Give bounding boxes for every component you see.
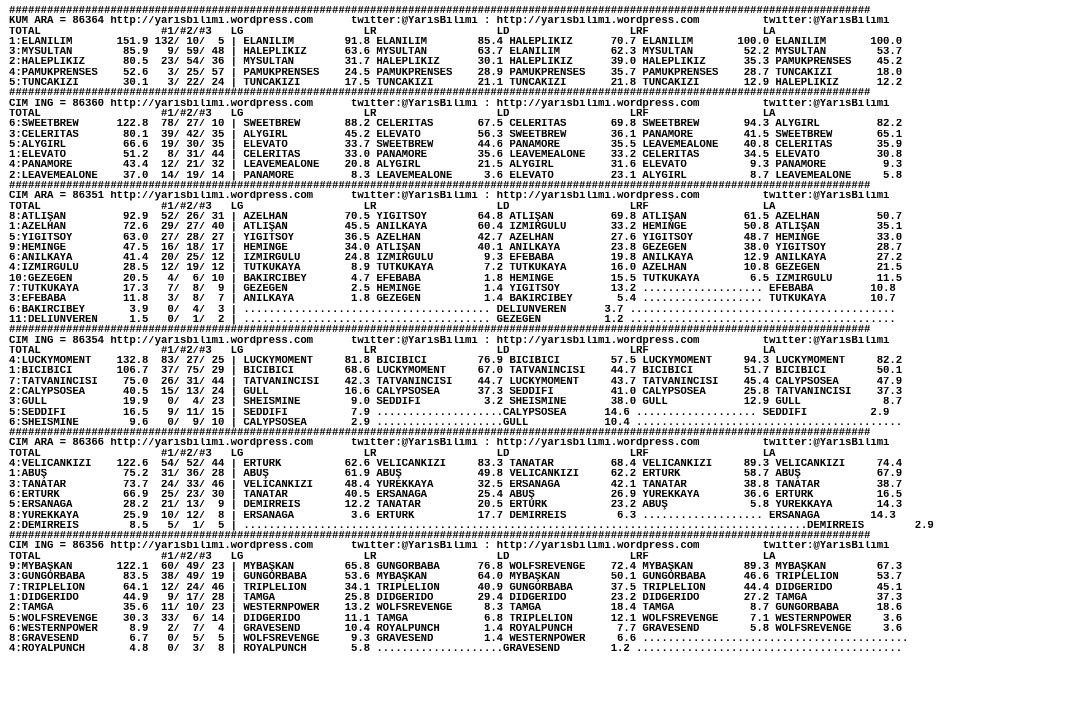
horse-row: 4:PANAMORE 43.4 12/ 21/ 32 | LEAVEMEALONE 20.8 ALYGIRL 21.5 ALYGIRL 31.6 ELEVATO 9.3 PANAMORE 9.3 bbox=[9, 160, 903, 171]
column-header: TOTAL #1/#2/#3 LG LR LD LRF LA bbox=[9, 108, 776, 120]
horse-row: 8:GRAVESEND 6.7 0/ 5/ 5 | WOLFSREVENGE 9.3 GRAVESEND 1.4 WESTERNPOWER 6.6 .......................................... bbox=[9, 634, 909, 645]
separator-rule: ######################################################################################################################################## bbox=[9, 88, 871, 99]
horse-row: 8:YÜREKKAYA 25.9 10/ 12/ 8 | ERSANAĞA 3.6 ERTÜRK 17.7 DEMİRREİS 6.3 ................... ERSANAĞA 14.3 bbox=[9, 510, 896, 521]
horse-row: 6:WESTERNPOWER 8.9 2/ 7/ 4 | GRAVESEND 10.4 ROYALPUNCH 1.4 ROYALPUNCH 7.7 GRAVESEND 5.8 WOLFSREVENGE 3.6 bbox=[9, 623, 903, 635]
horse-row: 1:AZELHAN 72.6 29/ 27/ 40 | ATLIŞAN 45.5 ANILKAYA 60.4 İZMİRGÜLÜ 33.2 HEMİNGE 50.8 ATLIŞAN 35.1 bbox=[9, 222, 903, 233]
horse-row: 6:SWEETBREW 122.8 78/ 27/ 10 | SWEETBREW 88.2 CELERITAS 67.5 CELERITAS 69.8 SWEETBREW 94.3 ALYGIRL 82.2 bbox=[9, 119, 903, 130]
horse-row: 4:PAMUKPRENSES 52.6 3/ 25/ 57 | PAMUKPRENSES 24.5 PAMUKPRENSES 28.9 PAMUKPRENSES 35.7 PAMUKPRENSES 28.7 TUNCAKIZI 18.0 bbox=[9, 67, 903, 79]
horse-row: 7:TATVANİNCİSİ 75.0 26/ 31/ 44 | TATVANİNCİSİ 42.3 TATVANİNCİSİ 44.7 LUCKYMOMENT 43.7 TATVANİNCİSİ 45.4 CALYPSOSEA 47.9 bbox=[9, 376, 903, 387]
separator-rule: ######################################################################################################################################## bbox=[9, 531, 871, 542]
horse-row: 11:DELİÜNVEREN 1.5 0/ 1/ 2 | ....................................... GEZEGEN 1.2 .......................................... bbox=[9, 314, 896, 326]
horse-row: 9:MYBAŞKAN 122.1 60/ 49/ 23 | MYBAŞKAN 65.8 GÜNGÖRBABA 76.8 WOLFSREVENGE 72.4 MYBAŞKAN 89.3 MYBAŞKAN 67.3 bbox=[9, 562, 903, 573]
horse-row: 3:EFEBABA 11.8 3/ 8/ 7 | ANILKAYA 1.8 GEZEGEN 1.4 BAKIRCIBEY 5.4 ................... TUTKUKAYA 10.7 bbox=[9, 294, 896, 305]
column-header: TOTAL #1/#2/#3 LG LR LD LRF LA bbox=[9, 448, 776, 460]
horse-row: 3:TANATAR 73.7 24/ 33/ 46 | VELİCANKIZI 48.4 YÜREKKAYA 32.5 ERSANAĞA 42.1 TANATAR 38.8 TANATAR 38.7 bbox=[9, 479, 903, 490]
horse-row: 2:HALEPLİKIZ 80.5 23/ 54/ 36 | MYSULTAN 31.7 HALEPLİKIZ 30.1 HALEPLİKIZ 39.0 HALEPLİKIZ 35.3 PAMUKPRENSES 45.2 bbox=[9, 57, 903, 68]
horse-row: 7:TUTKUKAYA 17.3 7/ 8/ 9 | GEZEGEN 2.5 HEMİNGE 1.4 YİĞİTSOY 13.2 ................... EFEBABA 10.8 bbox=[9, 284, 896, 295]
race-header: CIM ING = 86360 http://yarisbilimi.wordpress.com twitter:@YarisBilimi : http://yarisbilimi.wordpress.com twitter:@YarisBilimi bbox=[9, 98, 890, 109]
horse-row: 2:DEMİRREİS 8.5 5/ 1/ 5 | .........................................................................................DEMİRREİS 2.9 bbox=[9, 520, 934, 532]
horse-row: 3:CELERITAS 80.1 39/ 42/ 35 | ALYGIRL 45.2 ELEVATO 56.3 SWEETBREW 36.1 PANAMORE 41.5 SWEETBREW 65.1 bbox=[9, 129, 903, 140]
horse-row: 10:GEZEGEN 20.5 4/ 6/ 10 | BAKIRCIBEY 4.7 EFEBABA 1.8 HEMİNGE 15.5 TUTKUKAYA 6.5 İZMİRGÜLÜ 11.5 bbox=[9, 273, 903, 285]
column-header: TOTAL #1/#2/#3 LG LR LD LRF LA bbox=[9, 201, 776, 212]
race-report-document bbox=[9, 6, 1075, 655]
horse-row: 1:ABUŞ 75.2 31/ 36/ 28 | ABUŞ 61.9 ABUŞ 49.8 VELİCANKIZI 62.2 ERTÜRK 58.7 ABUŞ 67.9 bbox=[9, 469, 903, 480]
horse-row: 6:SHEISMINE 9.6 0/ 9/ 10 | CALYPSOSEA 2.9 ....................GULL 10.4 .......................................... bbox=[9, 417, 903, 429]
race-header: CIM ING = 86354 http://yarisbilimi.wordpress.com twitter:@YarisBilimi : http://yarisbilimi.wordpress.com twitter:@YarisBilimi bbox=[9, 335, 890, 346]
horse-row: 4:İZMİRGÜLÜ 28.5 12/ 19/ 12 | TUTKUKAYA 8.9 TUTKUKAYA 7.2 TUTKUKAYA 16.0 AZELHAN 10.8 GEZEGEN 21.5 bbox=[9, 263, 903, 274]
column-header: TOTAL #1/#2/#3 LG LR LD LRF LA bbox=[9, 26, 776, 37]
horse-row: 4:ROYALPUNCH 4.8 0/ 3/ 8 | ROYALPUNCH 5.8 ....................GRAVESEND 1.2 .......................................... bbox=[9, 644, 903, 655]
column-header: TOTAL #1/#2/#3 LG LR LD LRF LA bbox=[9, 345, 776, 357]
horse-row: 3:MYSULTAN 85.9 9/ 59/ 48 | HALEPLİKIZ 63.6 MYSULTAN 63.7 ELANİLİM 62.3 MYSULTAN 52.2 MYSULTAN 53.7 bbox=[9, 47, 903, 58]
separator-rule: ######################################################################################################################################## bbox=[9, 428, 871, 439]
separator-rule: ######################################################################################################################################## bbox=[9, 181, 871, 192]
horse-row: 6:ERTÜRK 66.9 25/ 23/ 30 | TANATAR 40.5 ERSANAĞA 25.4 ABUŞ 26.9 YÜREKKAYA 36.6 ERTÜRK 16.5 bbox=[9, 489, 903, 501]
horse-row: 4:VELİCANKIZI 122.6 54/ 52/ 44 | ERTÜRK 62.6 VELİCANKIZI 83.3 TANATAR 68.4 VELİCANKIZI 89.3 VELİCANKIZI 74.4 bbox=[9, 459, 903, 470]
horse-row: 2:TAMGA 35.6 11/ 10/ 23 | WESTERNPOWER 13.2 WOLFSREVENGE 8.3 TAMGA 18.4 TAMGA 8.7 GÜNGÖRBABA 18.6 bbox=[9, 603, 903, 614]
horse-row: 2:CALYPSOSEA 40.5 15/ 13/ 24 | GULL 16.6 CALYPSOSEA 37.3 SEDDİFİ 41.0 CALYPSOSEA 25.8 TATVANİNCİSİ 37.3 bbox=[9, 386, 903, 398]
horse-row: 5:SEDDİFİ 16.5 9/ 11/ 15 | SEDDİFİ 7.9 ....................CALYPSOSEA 14.6 ................... SEDDİFİ 2.9 bbox=[9, 407, 890, 418]
horse-row: 5:WOLFSREVENGE 30.3 33/ 6/ 14 | DIDGERIDO 11.1 TAMGA 6.8 TRIPLELION 12.1 WOLFSREVENGE 7.1 WESTERNPOWER 3.6 bbox=[9, 613, 903, 624]
horse-row: 8:ATLIŞAN 92.9 52/ 26/ 31 | AZELHAN 70.5 YİĞİTSOY 64.8 ATLIŞAN 69.8 ATLIŞAN 61.5 AZELHAN 50.7 bbox=[9, 211, 903, 223]
horse-row: 5:ALYGIRL 66.6 19/ 30/ 35 | ELEVATO 33.7 SWEETBREW 44.6 PANAMORE 35.5 LEAVEMEALONE 40.8 CELERITAS 35.9 bbox=[9, 139, 903, 151]
horse-row: 5:ERSANAĞA 28.2 21/ 13/ 9 | DEMİRREİS 12.2 TANATAR 20.5 ERTÜRK 23.2 ABUŞ 5.8 YÜREKKAYA 14.3 bbox=[9, 500, 903, 511]
race-header: KUM ARA = 86364 http://yarisbilimi.wordpress.com twitter:@YarisBilimi : http://yarisbilimi.wordpress.com twitter:@YarisBilimi bbox=[9, 16, 890, 27]
horse-row: 5:TUNCAKIZI 30.1 3/ 22/ 24 | TUNCAKIZI 17.5 TUNCAKIZI 21.1 TUNCAKIZI 21.8 TUNCAKIZI 12.9 HALEPLİKIZ 12.2 bbox=[9, 78, 903, 89]
horse-row: 1:ELANİLİM 151.9 132/ 10/ 5 | ELANİLİM 91.8 ELANİLİM 85.4 HALEPLİKIZ 70.7 ELANİLİM 100.0 ELANİLİM 100.0 bbox=[9, 36, 903, 48]
horse-row: 6:ANILKAYA 41.4 20/ 25/ 12 | İZMİRGÜLÜ 24.8 İZMİRGÜLÜ 9.3 EFEBABA 19.8 ANILKAYA 12.9 ANILKAYA 27.2 bbox=[9, 253, 903, 264]
race-header: CIM ARA = 86366 http://yarisbilimi.wordpress.com twitter:@YarisBilimi : http://yarisbilimi.wordpress.com twitter:@YarisBilimi bbox=[9, 438, 890, 449]
horse-row: 6:BAKIRCIBEY 3.9 0/ 4/ 3 | ....................................... DELİÜNVEREN 3.7 .......................................... bbox=[9, 304, 896, 315]
horse-row: 9:HEMİNGE 47.5 16/ 18/ 17 | HEMİNGE 34.0 ATLIŞAN 40.1 ANILKAYA 23.8 GEZEGEN 38.0 YİĞİTSOY 28.7 bbox=[9, 242, 903, 254]
horse-row: 1:ELEVATO 51.2 8/ 31/ 44 | CELERITAS 33.0 PANAMORE 35.6 LEAVEMEALONE 33.2 CELERITAS 34.5 ELEVATO 30.8 bbox=[9, 150, 903, 161]
race-header: CIM ARA = 86351 http://yarisbilimi.wordpress.com twitter:@YarisBilimi : http://yarisbilimi.wordpress.com twitter:@YarisBilimi bbox=[9, 191, 890, 202]
horse-row: 3:GULL 19.9 0/ 4/ 23 | SHEISMINE 9.0 SEDDİFİ 3.2 SHEISMINE 38.0 GULL 12.9 GULL 8.7 bbox=[9, 397, 903, 408]
horse-row: 3:GÜNGÖRBABA 83.5 38/ 49/ 19 | GÜNGÖRBABA 53.6 MYBAŞKAN 64.0 MYBAŞKAN 50.1 GÜNGÖRBABA 46.6 TRIPLELION 53.7 bbox=[9, 572, 903, 583]
horse-row: 7:TRIPLELION 64.1 12/ 24/ 46 | TRIPLELION 34.1 TRIPLELION 40.9 GÜNGÖRBABA 37.5 TRIPLELION 44.4 DIDGERIDO 45.1 bbox=[9, 582, 903, 593]
separator-rule: ######################################################################################################################################## bbox=[9, 325, 871, 336]
horse-row: 5:YİĞİTSOY 63.0 27/ 28/ 27 | YİĞİTSOY 36.5 AZELHAN 42.7 AZELHAN 27.6 YİĞİTSOY 48.7 HEMİNGE 33.0 bbox=[9, 232, 903, 243]
horse-row: 2:LEAVEMEALONE 37.0 14/ 19/ 14 | PANAMORE 8.3 LEAVEMEALONE 3.6 ELEVATO 23.1 ALYGIRL 8.7 LEAVEMEALONE 5.8 bbox=[9, 170, 903, 182]
column-header: TOTAL #1/#2/#3 LG LR LD LRF LA bbox=[9, 551, 776, 563]
separator-rule: ######################################################################################################################################## bbox=[9, 6, 871, 17]
horse-row: 4:LUCKYMOMENT 132.8 83/ 27/ 25 | LUCKYMOMENT 81.8 BİCİBİCİ 76.9 BİCİBİCİ 57.5 LUCKYMOMENT 94.3 LUCKYMOMENT 82.2 bbox=[9, 356, 903, 367]
horse-row: 1:BİCİBİCİ 106.7 37/ 75/ 29 | BİCİBİCİ 68.6 LUCKYMOMENT 67.0 TATVANİNCİSİ 44.7 BİCİBİCİ 51.7 BİCİBİCİ 50.1 bbox=[9, 366, 903, 377]
race-header: CIM ING = 86356 http://yarisbilimi.wordpress.com twitter:@YarisBilimi : http://yarisbilimi.wordpress.com twitter:@YarisBilimi bbox=[9, 541, 890, 552]
horse-row: 1:DIDGERIDO 44.9 9/ 17/ 28 | TAMGA 25.8 DIDGERIDO 29.4 DIDGERIDO 23.2 DIDGERIDO 27.2 TAMGA 37.3 bbox=[9, 592, 903, 604]
